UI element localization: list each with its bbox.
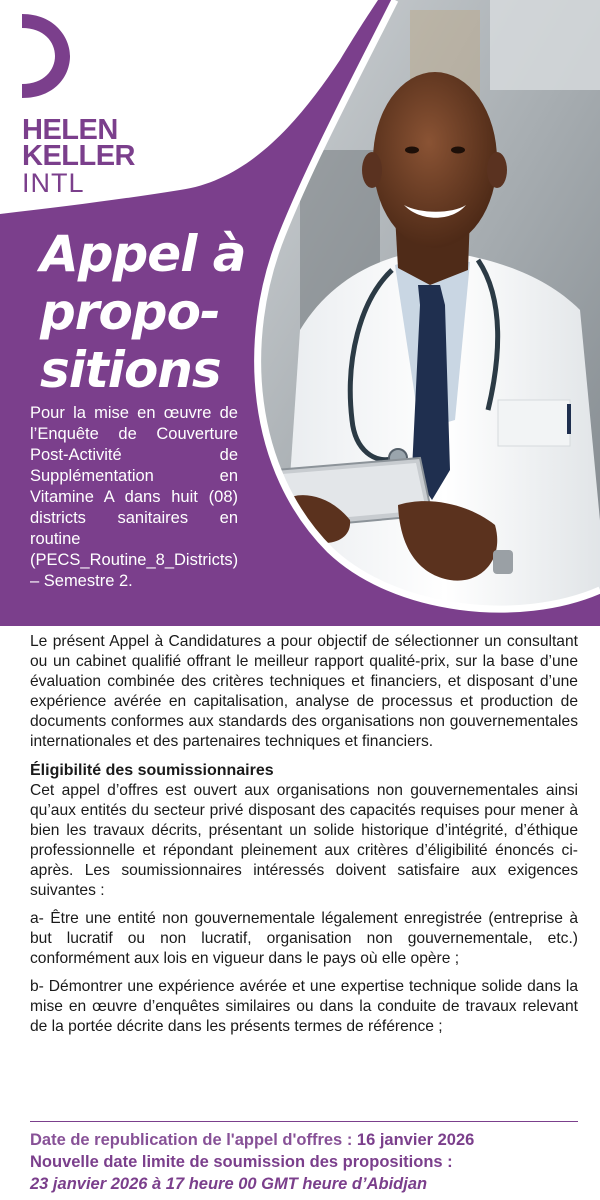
logo-text-keller: KELLER (22, 140, 135, 172)
logo-text-helen: HELEN (22, 114, 118, 146)
requirement-a: a- Être une entité non gouvernementale légalement enregistrée (entreprise à but lucratif ou non lucratif, organisation non gouvernementale, etc.) conformément aux lois en vigueur dans le pays où elle opère ; (30, 910, 578, 967)
logo-text-intl: INTL (22, 168, 85, 198)
hero-title-line: propo- (40, 283, 220, 341)
announcement-body (30, 632, 578, 1045)
requirement-b: b- Démontrer une expérience avérée et une expertise technique solide dans la mise en œuvre d’enquêtes similaires ou dans la conduite de travaux relevant de la portée décrite dans les présents termes de référence ; (30, 978, 578, 1035)
republication-line (30, 1129, 590, 1151)
hero-title (40, 225, 300, 399)
footer-dates (30, 1129, 590, 1195)
hero-subtitle: Pour la mise en œuvre de l’Enquête de Couverture Post-Activité de Supplémentation en Vitamine A dans huit (08) districts sanitaires en routine (PECS_Routine_8_Districts) – Semestre 2. (30, 404, 239, 590)
footer-divider (30, 1121, 578, 1122)
hero-title-line: sitions (40, 341, 221, 399)
deadline-label: Nouvelle date limite de soumission des propositions : (30, 1153, 453, 1171)
deadline-value: 23 janvier 2026 à 17 heure 00 GMT heure d’Abidjan (30, 1175, 428, 1193)
logo-mark-icon (22, 14, 70, 98)
republication-label: Date de republication de l'appel d'offres : (30, 1131, 357, 1149)
eligibility-heading: Éligibilité des soumissionnaires (30, 762, 274, 779)
intro-paragraph: Le présent Appel à Candidatures a pour objectif de sélectionner un consultant ou un cabinet qualifié offrant le meilleur rapport qualité-prix, sur la base d’une évaluation combinée des critères techniques et financiers, et disposant d’une expérience avérée en capitalisation, analyse de processus et production de documents conformes aux standards des organisations non gouvernementales internationales et des partenaires techniques et financiers. (30, 633, 578, 750)
eligibility-paragraph: Cet appel d’offres est ouvert aux organisations non gouvernementales ainsi qu’aux entités du secteur privé disposant des capacités requises pour mener à bien les travaux décrits, présentant un solide historique d’intégrité, d’éthique professionnelle et répondant pleinement aux critères d’éligibilité énoncés ci-après. Les soumissionnaires intéressés doivent satisfaire aux exigences suivantes : (30, 782, 578, 899)
republication-date: 16 janvier 2026 (356, 1131, 475, 1149)
hero-title-line: Appel à (40, 225, 246, 283)
